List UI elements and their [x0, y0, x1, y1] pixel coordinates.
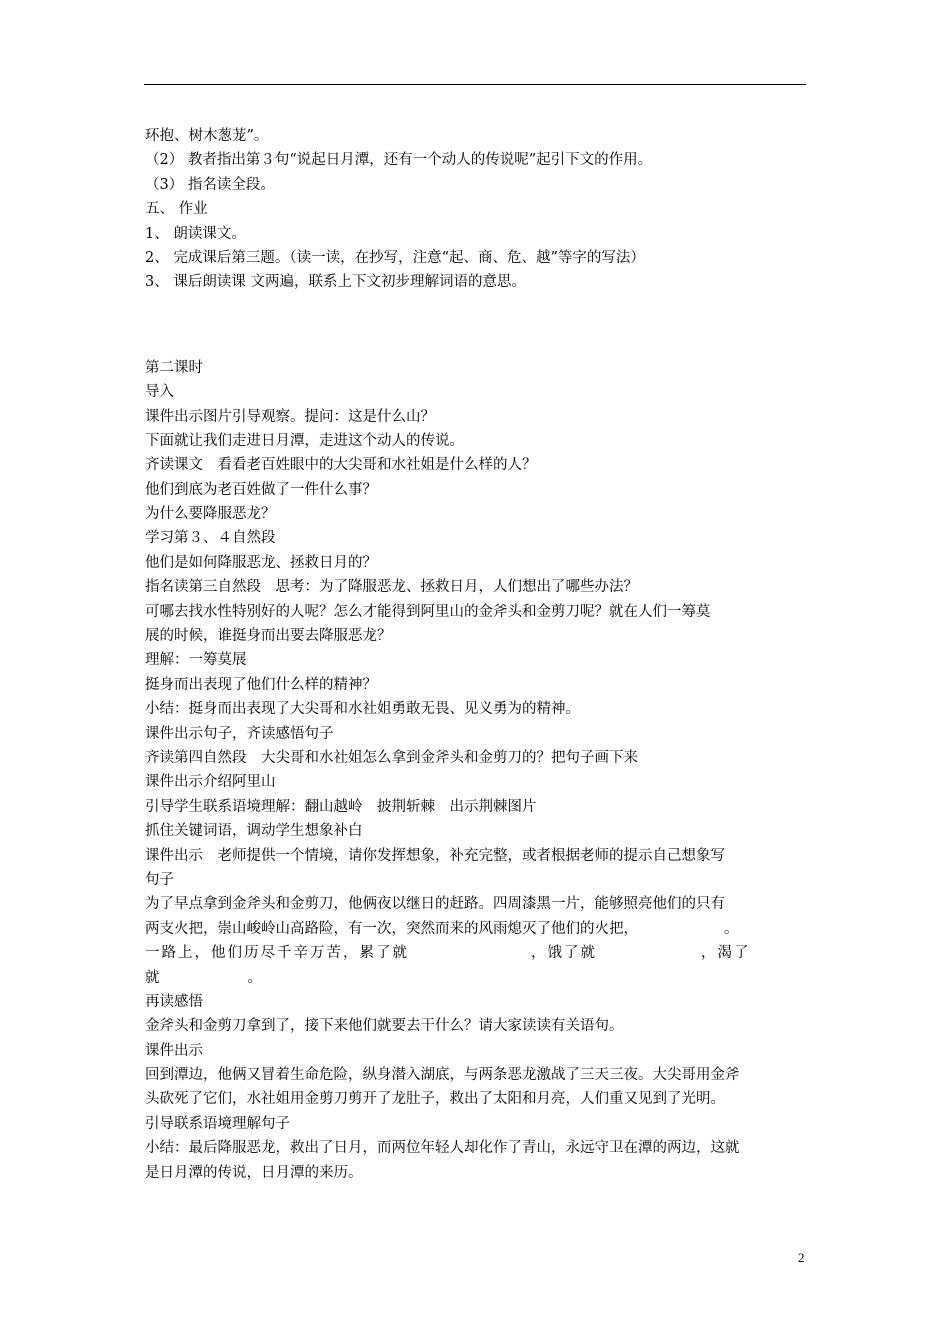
text-line: 再读感悟: [145, 993, 203, 1010]
text-line: 头砍死了它们，水社姐用金剪刀剪开了龙肚子，救出了太阳和月亮，人们重又见到了光明。: [145, 1091, 725, 1108]
text-line: 他们是如何降服恶龙、拯救日月的？: [145, 554, 377, 571]
text-line: 引导学生联系语境理解：翻山越岭 披荆斩棘 出示荆棘图片: [145, 798, 537, 815]
text-span: 两支火把，崇山峻岭山高路险，有一次，突然而来的风雨熄灭了他们的火把，: [145, 920, 638, 937]
text-line: 金斧头和金剪刀拿到了，接下来他们就要去干什么？请大家读读有关语句。: [145, 1018, 624, 1035]
document-body: [145, 124, 807, 1185]
page-number: 2: [798, 1250, 805, 1265]
text-span: 。: [724, 920, 739, 937]
text-line: 课件出示: [145, 1042, 203, 1059]
text-line: 齐读课文 看看老百姓眼中的大尖哥和水社姐是什么样的人？: [145, 457, 537, 474]
text-line: 他们到底为老百姓做了一件什么事？: [145, 481, 377, 498]
text-line: 课件出示句子，齐读感悟句子: [145, 725, 334, 742]
text-line: 课件出示介绍阿里山: [145, 774, 276, 791]
text-line: 课件出示图片引导观察。提问：这是什么山？: [145, 408, 435, 425]
text-line: 是日月潭的传说，日月潭的来历。: [145, 1164, 363, 1181]
text-line: 环抱、树木葱茏”。: [145, 128, 269, 144]
text-line: 指名读第三自然段 思考：为了降服恶龙、拯救日月，人们想出了哪些办法？: [145, 579, 638, 596]
text-line: 可哪去找水性特别好的人呢？怎么才能得到阿里山的金斧头和金剪刀呢？就在人们一筹莫: [145, 603, 711, 620]
text-line: （3） 指名读全段。: [145, 176, 275, 193]
text-line: 小结：挺身而出表现了大尖哥和水社姐勇敢无畏、见义勇为的精神。: [145, 701, 580, 718]
text-line: [145, 917, 807, 941]
section-heading: 五、 作业: [145, 201, 208, 218]
text-line: 下面就让我们走进日月潭，走进这个动人的传说。: [145, 432, 464, 449]
blank-space: [145, 295, 807, 356]
list-item: 1、 朗读课文。: [145, 225, 246, 242]
text-line: 引导联系语境理解句子: [145, 1115, 290, 1132]
text-span: 。: [247, 969, 262, 986]
fill-in-line: [145, 941, 807, 965]
text-line: 回到潭边，他俩又冒着生命危险，纵身潜入湖底，与两条恶龙激战了三天三夜。大尖哥用金斧: [145, 1067, 740, 1084]
text-line: 小结：最后降服恶龙，救出了日月，而两位年轻人却化作了青山，永远守卫在潭的两边，这就: [145, 1140, 740, 1157]
text-line: 句子: [145, 871, 174, 888]
text-line: 导入: [145, 384, 174, 401]
text-line: [145, 966, 807, 990]
text-line: （2） 教者指出第３句“说起日月潭，还有一个动人的传说呢”起引下文的作用。: [145, 152, 653, 169]
text-line: 理解：一筹莫展: [145, 652, 247, 669]
text-line: 为了早点拿到金斧头和金剪刀，他俩夜以继日的赶路。四周漆黑一片，能够照亮他们的只有: [145, 896, 725, 913]
text-line: 齐读第四自然段 大尖哥和水社姐怎么拿到金斧头和金剪刀的？把句子画下来: [145, 749, 638, 766]
text-line: 展的时候，谁挺身而出要去降服恶龙？: [145, 628, 392, 645]
header-rule: [144, 84, 806, 85]
text-span: 一路上，他们历尽千辛万苦，累了就: [145, 945, 409, 962]
text-line: 学习第３、４自然段: [145, 530, 276, 547]
text-span: ，渴了: [701, 945, 751, 962]
text-line: 为什么要降服恶龙？: [145, 506, 276, 523]
text-span: ，饿了就: [531, 945, 597, 962]
text-line: 抓住关键词语，调动学生想象补白: [145, 823, 363, 840]
text-line: 挺身而出表现了他们什么样的精神？: [145, 676, 377, 693]
list-item: 2、 完成课后第三题。（读一读，在抄写，注意“起、商、危、越”等字的写法）: [145, 249, 645, 266]
lesson-title: 第二课时: [145, 359, 203, 376]
text-line: 课件出示 老师提供一个情境，请你发挥想象，补充完整，或者根据老师的提示自己想象写: [145, 847, 725, 864]
text-span: 就: [145, 969, 160, 986]
list-item: 3、 课后朗读课 文两遍，联系上下文初步理解词语的意思。: [145, 274, 526, 291]
